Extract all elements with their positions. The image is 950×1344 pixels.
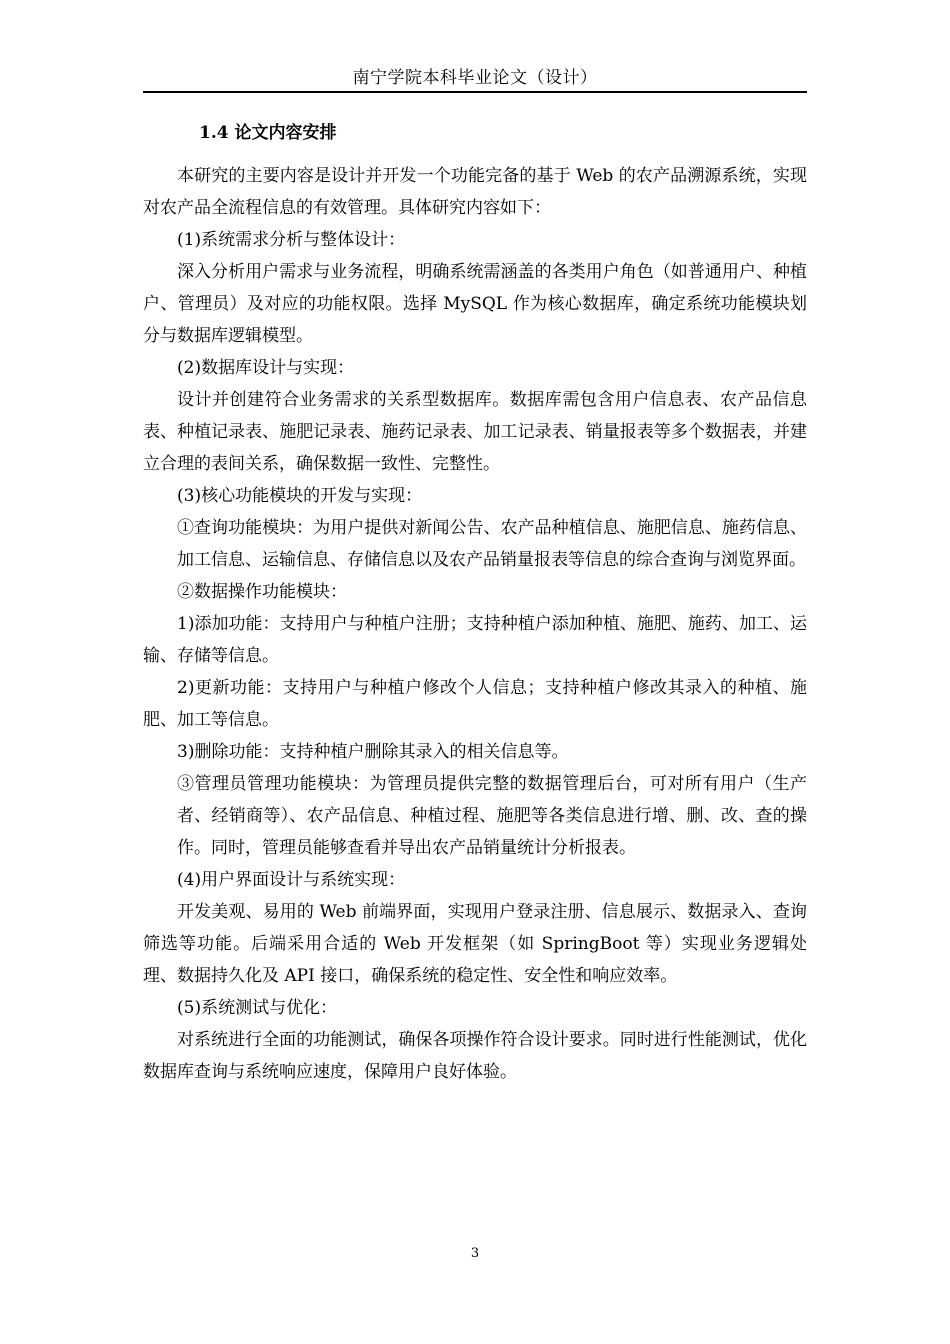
paragraph-item-3-title: (3)核心功能模块的开发与实现： [177,486,423,506]
section-heading: 1.4 论文内容安排 [199,123,337,143]
page-header-title: 南宁学院本科毕业论文（设计） [352,68,598,88]
paragraph-item-5-title: (5)系统测试与优化： [177,998,338,1018]
paragraph-intro: 本研究的主要内容是设计并开发一个功能完备的基于 Web 的农产品溯源系统，实现对农产品全流程信息的有效管理。具体研究内容如下： [143,166,807,218]
paragraph-item-2-body: 设计并创建符合业务需求的关系型数据库。数据库需包含用户信息表、农产品信息表、种植记录表、施肥记录表、施药记录表、加工记录表、销量报表等多个数据表，并建立合理的表间关系，确保数据一致性、完整性。 [143,390,807,474]
paragraph-item-4-title: (4)用户界面设计与系统实现： [177,870,406,890]
paragraph-update-function: 2)更新功能：支持用户与种植户修改个人信息；支持种植户修改其录入的种植、施肥、加工等信息。 [143,678,807,730]
paragraph-item-5-body: 对系统进行全面的功能测试，确保各项操作符合设计要求。同时进行性能测试，优化数据库查询与系统响应速度，保障用户良好体验。 [143,1030,807,1082]
paragraph-add-function: 1)添加功能：支持用户与种植户注册；支持种植户添加种植、施肥、施药、加工、运输、存储等信息。 [143,614,807,666]
header-rule [143,91,807,93]
paragraph-data-ops-title: ②数据操作功能模块： [177,582,347,602]
paragraph-item-2-title: (2)数据库设计与实现： [177,358,355,378]
body-text [143,160,807,1088]
paragraph-admin-module: ③管理员管理功能模块：为管理员提供完整的数据管理后台，可对所有用户（生产者、经销商等）、农产品信息、种植过程、施肥等各类信息进行增、删、改、查的操作。同时，管理员能够查看并导出农产品销量统计分析报表。 [177,774,807,858]
paragraph-item-4-body: 开发美观、易用的 Web 前端界面，实现用户登录注册、信息展示、数据录入、查询筛选等功能。后端采用合适的 Web 开发框架（如 SpringBoot 等）实现业务逻辑处理、数据持久化及 API 接口，确保系统的稳定性、安全性和响应效率。 [143,902,807,986]
paragraph-query-module: ①查询功能模块：为用户提供对新闻公告、农产品种植信息、施肥信息、施药信息、加工信息、运输信息、存储信息以及农产品销量报表等信息的综合查询与浏览界面。 [177,518,807,570]
paragraph-delete-function: 3)删除功能：支持种植户删除其录入的相关信息等。 [177,742,569,762]
paragraph-item-1-title: (1)系统需求分析与整体设计： [177,230,406,250]
paragraph-item-1-body: 深入分析用户需求与业务流程，明确系统需涵盖的各类用户角色（如普通用户、种植户、管理员）及对应的功能权限。选择 MySQL 作为核心数据库，确定系统功能模块划分与数据库逻辑模型。 [143,262,807,346]
page-number: 3 [470,1246,480,1261]
